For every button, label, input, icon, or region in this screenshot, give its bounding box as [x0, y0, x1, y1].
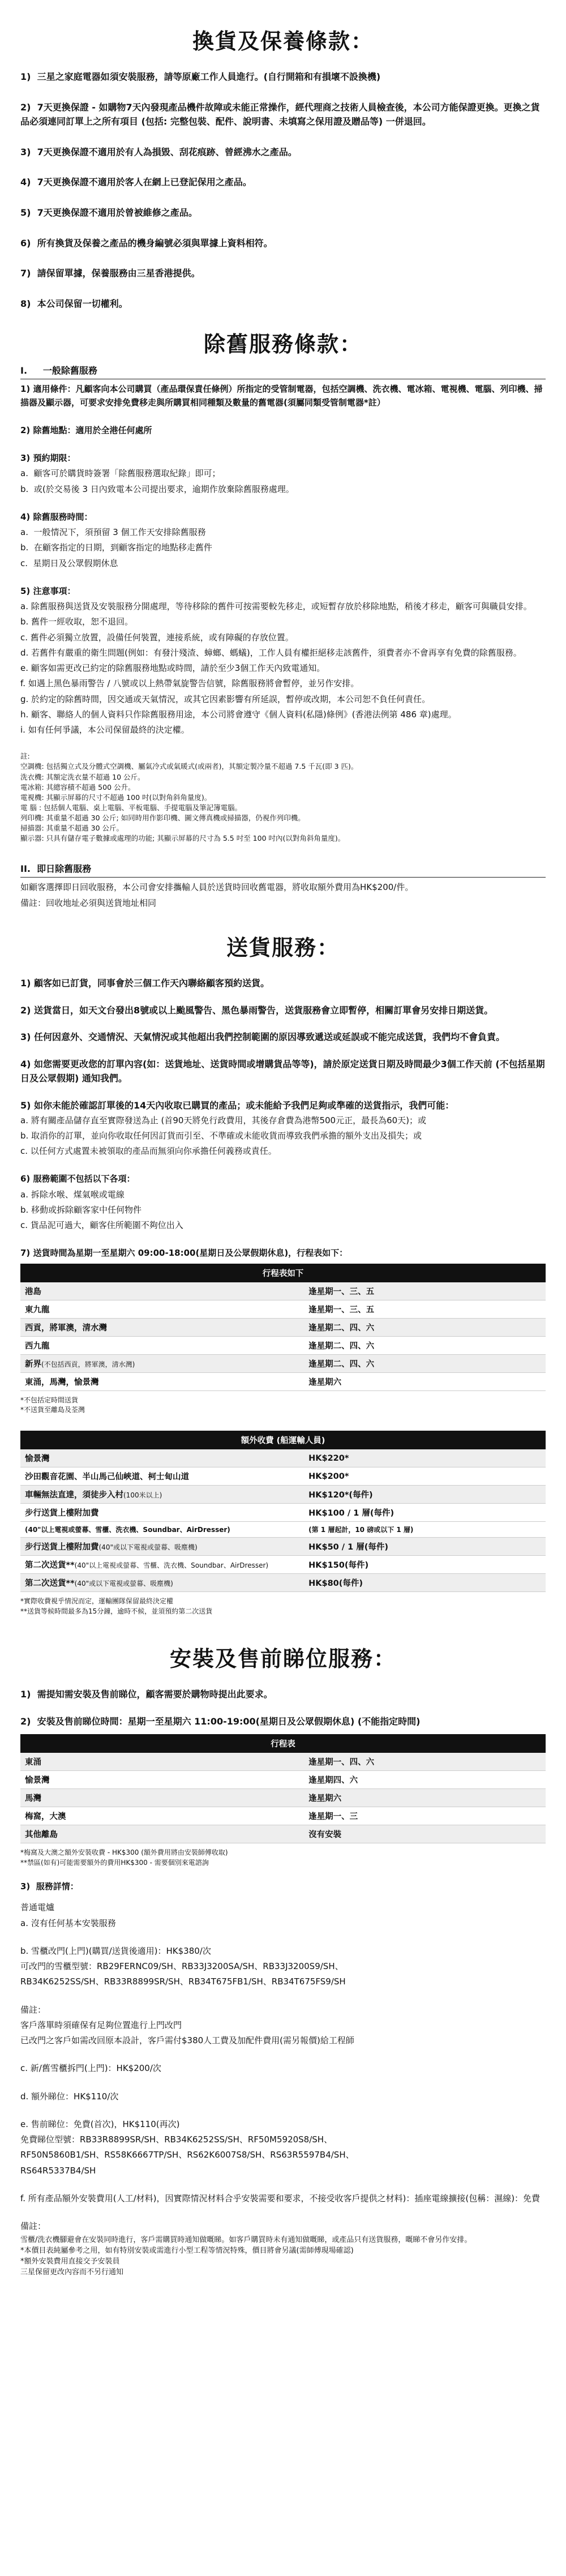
removal-section-1: I. 一般除舊服務 — [20, 365, 97, 376]
days-cell: 沒有安裝 — [304, 1825, 546, 1843]
removal-p5h: h. 顧客、聯絡人的個人資料只作除舊服務用途，本公司將會遵守《個人資料(私隱)條例》(香港法例第 486 章)處理。 — [20, 709, 457, 720]
delivery-title: 送貨服務： — [226, 935, 340, 960]
fee-item-cell: 愉景灣 — [20, 1449, 304, 1467]
install-b-note: 已改門之客戶如需改回原本設計，客戶需付$380人工費及加配件費用(需另報價)給工程師 — [20, 2035, 354, 2046]
delivery-item-6c: c. 貨品泥可過大，顧客住所範圍不夠位出入 — [20, 1220, 183, 1231]
table-row — [20, 1538, 546, 1556]
exchange-list — [20, 70, 546, 311]
removal-p5c: c. 舊件必須獨立放置，設備任何裝置，連接系統，或有障礙的存放位置。 — [20, 632, 294, 643]
delivery-item-1: 1) 顧客如已訂貨，同事會於三個工作天內聯絡顧客預約送貨。 — [20, 977, 270, 989]
delivery-footnote: *不包括定時間送貨 — [20, 1396, 79, 1404]
delivery-footnote: *不送貨至離島及荃灣 — [20, 1405, 85, 1414]
fee-price-cell: HK$220* — [304, 1449, 546, 1467]
install-item-3: 3) 服務詳情： — [20, 1881, 79, 1892]
removal-p5e: e. 顧客如需更改已約定的除舊服務地點或時間，請於至少3個工作天內致電通知。 — [20, 663, 325, 674]
removal-sec2-note: 備註：回收地址必須與送貨地址相同 — [20, 897, 157, 908]
area-note: (不包括西貢，將軍澳，清水灣) — [41, 1360, 135, 1368]
table-row — [20, 1771, 546, 1789]
table-row — [20, 1522, 546, 1538]
fee-item-cell: (40"以上電視或螢幕、雪櫃、洗衣機、Soundbar、AirDresser) — [20, 1522, 304, 1538]
install-b-note-heading: 備註： — [20, 2004, 46, 2015]
install-c: c. 新/舊雪櫃拆門(上門)：HK$200/次 — [20, 2063, 161, 2074]
fee-item-note: (40"或以下電視或螢幕、吸塵機) — [98, 1543, 198, 1552]
table-row — [20, 1318, 546, 1336]
fee-price-cell: HK$80(每件) — [304, 1574, 546, 1592]
table-row — [20, 1486, 546, 1504]
table-row — [20, 1807, 546, 1825]
fee-item: 步行送貨上樓附加費 — [25, 1543, 99, 1552]
install-title: 安裝及售前睇位服務： — [169, 1646, 396, 1672]
delivery-item-4: 4) 如您需要更改您的訂單內容(如：送貨地址、送貨時間或增購貨品等等)，請於原定送貨日期及時間最少3個工作天前 (不包括星期日及公眾假期) 通知我們。 — [20, 1058, 545, 1084]
install-footnote: *梅窩及大澳之額外安裝收費 - HK$300 (額外費用將由安裝師傅收取) — [20, 1848, 228, 1857]
table-row — [20, 1574, 546, 1592]
fee-item-cell: 沙田觀音花園、半山馬己仙峽道、柯士甸山道 — [20, 1467, 304, 1486]
delivery-item-6a: a. 拆除水喉、煤氣喉或電線 — [20, 1189, 125, 1200]
removal-note: 電冰箱: 其總容積不超過 500 公升。 — [20, 782, 135, 791]
install-e-models: RS64R5337B4/SH — [20, 2165, 96, 2176]
removal-p5f: f. 如遇上黑色暴雨警告 / 八號或以上熱帶氣旋警告信號，除舊服務將會暫停，並另作安排。 — [20, 678, 359, 689]
install-item-1: 1) 需提知需安裝及售前睇位，顧客需要於購物時提出此要求。 — [20, 1689, 273, 1700]
fee-price-cell: HK$120*(每件) — [304, 1486, 546, 1504]
install-general-heading: 普通電爐 — [20, 1902, 55, 1913]
fee-item-cell — [20, 1538, 304, 1556]
delivery-item-6b: b. 移動或拆除顧客家中任何物件 — [20, 1204, 142, 1215]
removal-p5: 5) 注意事項： — [20, 585, 76, 596]
removal-note: 洗衣機: 其額定洗衣量不超過 10 公斤。 — [20, 772, 145, 781]
removal-p2: 2) 除舊地點：適用於全港任何處所 — [20, 425, 152, 435]
fee-table-header: 額外收費 (船運輸人員) — [20, 1431, 546, 1449]
install-b-note: 客戶落單時須確保有足夠位置進行上門改門 — [20, 2019, 182, 2030]
removal-p5b: b. 舊件一經收取，恕不退回。 — [20, 617, 134, 627]
fee-item-cell — [20, 1574, 304, 1592]
install-b-heading: b. 雪櫃改門(上門)(購買/送貨後適用)：HK$380/次 — [20, 1945, 211, 1956]
install-note: 雪櫃/洗衣機腳避會在安裝同時進行，客戶需購買時通知做嘅睇。如客戶購買時未有通知做嘅睇，或產品只有送貨服務，嘅睇不會另作安排。 — [20, 2236, 472, 2245]
area-cell: 東涌 — [20, 1753, 304, 1771]
delivery-table-header: 行程表如下 — [20, 1264, 546, 1282]
extra-fee-table — [20, 1431, 546, 1592]
days-cell: 逢星期一、四、六 — [304, 1753, 546, 1771]
removal-note-heading: 註: — [20, 752, 30, 761]
removal-note: 空調機: 包括獨立式及分體式空調機、屬氣冷式或氣暖式(或兩者)，其額定製冷量不超過 7.5 千瓦(即 3 匹)。 — [20, 762, 358, 771]
area-cell: 馬灣 — [20, 1789, 304, 1807]
table-row — [20, 1372, 546, 1390]
removal-p5i: i. 如有任何爭議，本公司保留最終的決定權。 — [20, 725, 190, 735]
area-name: 新界 — [25, 1359, 41, 1369]
fee-item-note: (100米以上) — [123, 1491, 162, 1500]
install-note-heading: 備註： — [20, 2221, 46, 2232]
install-schedule-table — [20, 1734, 546, 1843]
area-cell: 東九龍 — [20, 1300, 304, 1318]
delivery-item-6: 6) 服務範圍不包括以下各項： — [20, 1174, 135, 1184]
table-row — [20, 1467, 546, 1486]
days-cell: 逢星期六 — [304, 1789, 546, 1807]
removal-sec2-text: 如顧客選擇即日回收服務，本公司會安排攜輸人員於送貨時回收舊電器，將收取額外費用為HK$200/件。 — [20, 882, 414, 893]
exchange-item: 4) 7天更換保證不適用於客人在網上已登記保用之產品。 — [20, 177, 252, 188]
fee-item-cell — [20, 1486, 304, 1504]
fee-item: 第二次送貨** — [25, 1561, 75, 1571]
table-row — [20, 1449, 546, 1467]
delivery-item-7: 7) 送貨時間為星期一至星期六 09:00-18:00(星期日及公眾假期休息)，行程表如下： — [20, 1248, 348, 1259]
exchange-item: 1) 三星之家庭電器如須安裝服務，請等原廠工作人員進行。(自行開箱和有損壞不設換機) — [20, 71, 381, 82]
area-cell: 東涌，馬灣，愉景灣 — [20, 1372, 304, 1390]
days-cell: 逢星期二、四、六 — [304, 1336, 546, 1354]
removal-note: 顯示器: 只具有儲存電子數據或處理的功能; 其顯示屏幕的尺寸為 5.5 吋至 100 吋內(以對角斜角量度)。 — [20, 834, 345, 843]
install-note: 三星保留更改內容而不另行通知 — [20, 2267, 124, 2277]
removal-section-2: II. 即日除舊服務 — [20, 863, 92, 875]
install-f: f. 所有產品額外安裝費用(人工/材料)，因實際情況材料合乎安裝需要和要求，不接受收客戶提供之材料)：插座電線擴接(包稱：濕線)：免費 — [20, 2193, 541, 2203]
table-row — [20, 1504, 546, 1522]
days-cell: 逢星期一、三 — [304, 1807, 546, 1825]
area-cell: 港島 — [20, 1282, 304, 1300]
exchange-item: 2) 7天更換保證 - 如購物7天內發現產品機件故障或未能正常操作，經代理商之技術人員檢查後，本公司方能保證更換。更換之貨品必須連同訂單上之所有項目 (包括: 完整包裝、配件、說明書、未填寫之保用證及贈品等) 一併退回。 — [20, 101, 540, 127]
table-row — [20, 1336, 546, 1354]
days-cell: 逢星期一、三、五 — [304, 1282, 546, 1300]
fee-item-note: (40"或以下電視或螢幕、吸塵機) — [74, 1580, 173, 1588]
fee-price: HK$100 / 1 層(每件) — [308, 1509, 395, 1518]
fee-price-cell: HK$50 / 1 層(每件) — [304, 1538, 546, 1556]
table-row — [20, 1282, 546, 1300]
fee-price-cell: HK$150(每件) — [304, 1556, 546, 1574]
delivery-item-2: 2) 送貨當日，如天文台發出8號或以上颱風警告、黑色暴雨警告，送貨服務會立即暫停，相關訂單會另安排日期送貨。 — [20, 1004, 494, 1016]
fee-footnote: *實際收費視乎情況而定，運輸團隊保留最終決定權 — [20, 1597, 174, 1606]
install-e-models: 免費睇位型號：RB33R8899SR/SH、RB34K6252SS/SH、RF50M5920S8/SH、 — [20, 2134, 333, 2145]
delivery-item-5c: c. 以任何方式處置未被領取的產品而無須向你承擔任何義務或責任。 — [20, 1146, 277, 1157]
install-note: *本價目表純屬參考之用，如有特別安裝或需進行小型工程等情況特殊，價目將會另議(需師傅現場確認) — [20, 2246, 354, 2256]
table-row — [20, 1300, 546, 1318]
install-note: *額外安裝費用直接交予安裝員 — [20, 2257, 120, 2266]
fee-item: 車輛無法直達，須徒步入村 — [25, 1491, 123, 1500]
area-cell — [20, 1354, 304, 1372]
removal-note: 列印機: 其重量不超過 30 公斤; 如同時用作影印機、圖文傳真機或掃描器，仍視作列印機。 — [20, 814, 305, 823]
removal-p4c: c. 星期日及公眾假期休息 — [20, 558, 118, 568]
divider — [20, 877, 546, 878]
fee-price-cell — [304, 1504, 546, 1522]
fee-item-cell — [20, 1556, 304, 1574]
removal-p4: 4) 除舊服務時間： — [20, 511, 93, 522]
exchange-title: 換貨及保養條款： — [192, 29, 374, 54]
install-table-header: 行程表 — [20, 1734, 546, 1753]
removal-title: 除舊服務條款： — [203, 332, 362, 357]
install-b-models: RB34K6252SS/SH、RB33R8899SR/SH、RB34T675FB1/SH、RB34T675FS9/SH — [20, 1976, 346, 1987]
removal-p5g: g. 於約定的除舊時間，因交通或天氣情況，或其它因素影響有所延誤，暫停或改期，本公司恕不負任何責任。 — [20, 694, 431, 704]
removal-note: 電 腦 : 包括個人電腦、桌上電腦、平板電腦、手提電腦及筆記簿電腦。 — [20, 803, 242, 812]
fee-item-cell: 步行送貨上樓附加費 — [20, 1504, 304, 1522]
days-cell: 逢星期二、四、六 — [304, 1318, 546, 1336]
days-cell: 逢星期六 — [304, 1372, 546, 1390]
exchange-item: 8) 本公司保留一切權利。 — [20, 298, 128, 309]
area-cell: 梅窩，大澳 — [20, 1807, 304, 1825]
table-row — [20, 1753, 546, 1771]
removal-p5a: a. 除舊服務與送貨及安裝服務分開處理，等待移除的舊件可按需要較先移走，或短暫存放於移除地點，稍後才移走，顧客可與職員安排。 — [20, 601, 532, 612]
table-row — [20, 1354, 546, 1372]
removal-p1: 1) 適用條件：凡顧客向本公司購買（產品環保責任條例）所指定的受管制電器，包括空調機、洗衣機、電冰箱、電視機、電腦、列印機、掃描器及顯示器，可要求安排免費移走與所購買相同種類及數量的舊電器(須屬同類受管制電器*註） — [20, 384, 543, 408]
area-cell: 西九龍 — [20, 1336, 304, 1354]
fee-price-note: (第 1 層起計，10 磅或以下 1 層) — [304, 1522, 546, 1538]
exchange-item: 5) 7天更換保證不適用於曾被維修之產品。 — [20, 207, 198, 218]
exchange-item: 6) 所有換貨及保養之產品的機身編號必須與單據上資料相符。 — [20, 237, 273, 249]
install-item-2: 2) 安裝及售前睇位時間：星期一至星期六 11:00-19:00(星期日及公眾假期休息) (不能指定時間) — [20, 1715, 421, 1727]
days-cell: 逢星期四、六 — [304, 1771, 546, 1789]
removal-p4a: a. 一般情況下，須預留 3 個工作天安排除舊服務 — [20, 527, 206, 538]
delivery-item-5a: a. 將有關產品儲存直至實際發送為止 (首90天將免行政費用，其後存倉費為港幣500元正，最長為60天)；或 — [20, 1115, 427, 1126]
removal-p3: 3) 預約期限： — [20, 453, 76, 464]
removal-note: 電視機: 其顯示屏幕的尺寸不超過 100 吋(以對角斜角量度)。 — [20, 793, 212, 802]
exchange-item: 7) 請保留單據，保養服務由三星香港提供。 — [20, 268, 200, 279]
install-e-heading: e. 售前睇位：免費(首次)，HK$110(再次) — [20, 2119, 180, 2129]
delivery-item-5: 5) 如你未能於確認訂單後的14天內收取已購買的產品；或未能給予我們足夠或準確的送貨指示，我們可能： — [20, 1099, 454, 1111]
install-footnote: **禁區(如有)可能需要額外的費用HK$300 - 需要個別來電諮詢 — [20, 1858, 209, 1867]
removal-p5d: d. 若舊件有嚴重的衛生問題(例如：有發汁殘渣、蟑螂、螞蟻)，工作人員有權拒絕移走該舊件，須費者亦不會再享有免費的除舊服務。 — [20, 647, 522, 658]
table-row — [20, 1789, 546, 1807]
fee-footnote: **送貨等候時間最多為15分鐘，逾時不候，並須預約第二次送貨 — [20, 1607, 213, 1615]
removal-note: 掃描器: 其重量不超過 30 公斤。 — [20, 824, 124, 833]
delivery-item-3: 3) 任何因意外、交通情況、天氣情況或其他超出我們控制範圍的原因導致遞送或延誤或不能完成送貨，我們均不會負責。 — [20, 1032, 505, 1043]
delivery-schedule-table — [20, 1264, 546, 1391]
fee-price-cell: HK$200* — [304, 1467, 546, 1486]
area-cell: 西貢，將軍澳，清水灣 — [20, 1318, 304, 1336]
removal-p3a: a. 顧客可於購貨時簽署「除舊服務選取紀錄」即可； — [20, 468, 221, 479]
install-d: d. 額外睇位：HK$110/次 — [20, 2091, 119, 2102]
table-row — [20, 1825, 546, 1843]
area-cell: 其他離島 — [20, 1825, 304, 1843]
install-general-a: a. 沒有任何基本安裝服務 — [20, 1918, 116, 1928]
install-b-models: 可改門的雪櫃型號：RB29FERNC09/SH、RB33J3200SA/SH、RB33J3200S9/SH、 — [20, 1961, 344, 1972]
fee-item-note: (40"以上電視或螢幕、雪櫃、洗衣機、Soundbar、AirDresser) — [74, 1561, 269, 1570]
area-cell: 愉景灣 — [20, 1771, 304, 1789]
removal-p4b: b. 在顧客指定的日期，到顧客指定的地點移走舊件 — [20, 542, 212, 553]
delivery-item-5b: b. 取消你的訂單，並向你收取任何因訂貨而引至、不準確或未能收貨而導致我們承擔的額外支出及損失；或 — [20, 1130, 422, 1141]
days-cell: 逢星期二、四、六 — [304, 1354, 546, 1372]
removal-p3b: b. 或(於交易後 3 日內致電本公司提出要求，逾期作放棄除舊服務處理。 — [20, 483, 294, 494]
install-e-models: RF50N5860B1/SH、RS58K6667TP/SH、RS62K6007S8/SH、RS63R5597B4/SH、 — [20, 2150, 354, 2160]
exchange-item: 3) 7天更換保證不適用於有人為損毀、刮花痕跡、曾經沸水之產品。 — [20, 146, 297, 157]
days-cell: 逢星期一、三、五 — [304, 1300, 546, 1318]
fee-item: 第二次送貨** — [25, 1579, 75, 1589]
table-row — [20, 1556, 546, 1574]
